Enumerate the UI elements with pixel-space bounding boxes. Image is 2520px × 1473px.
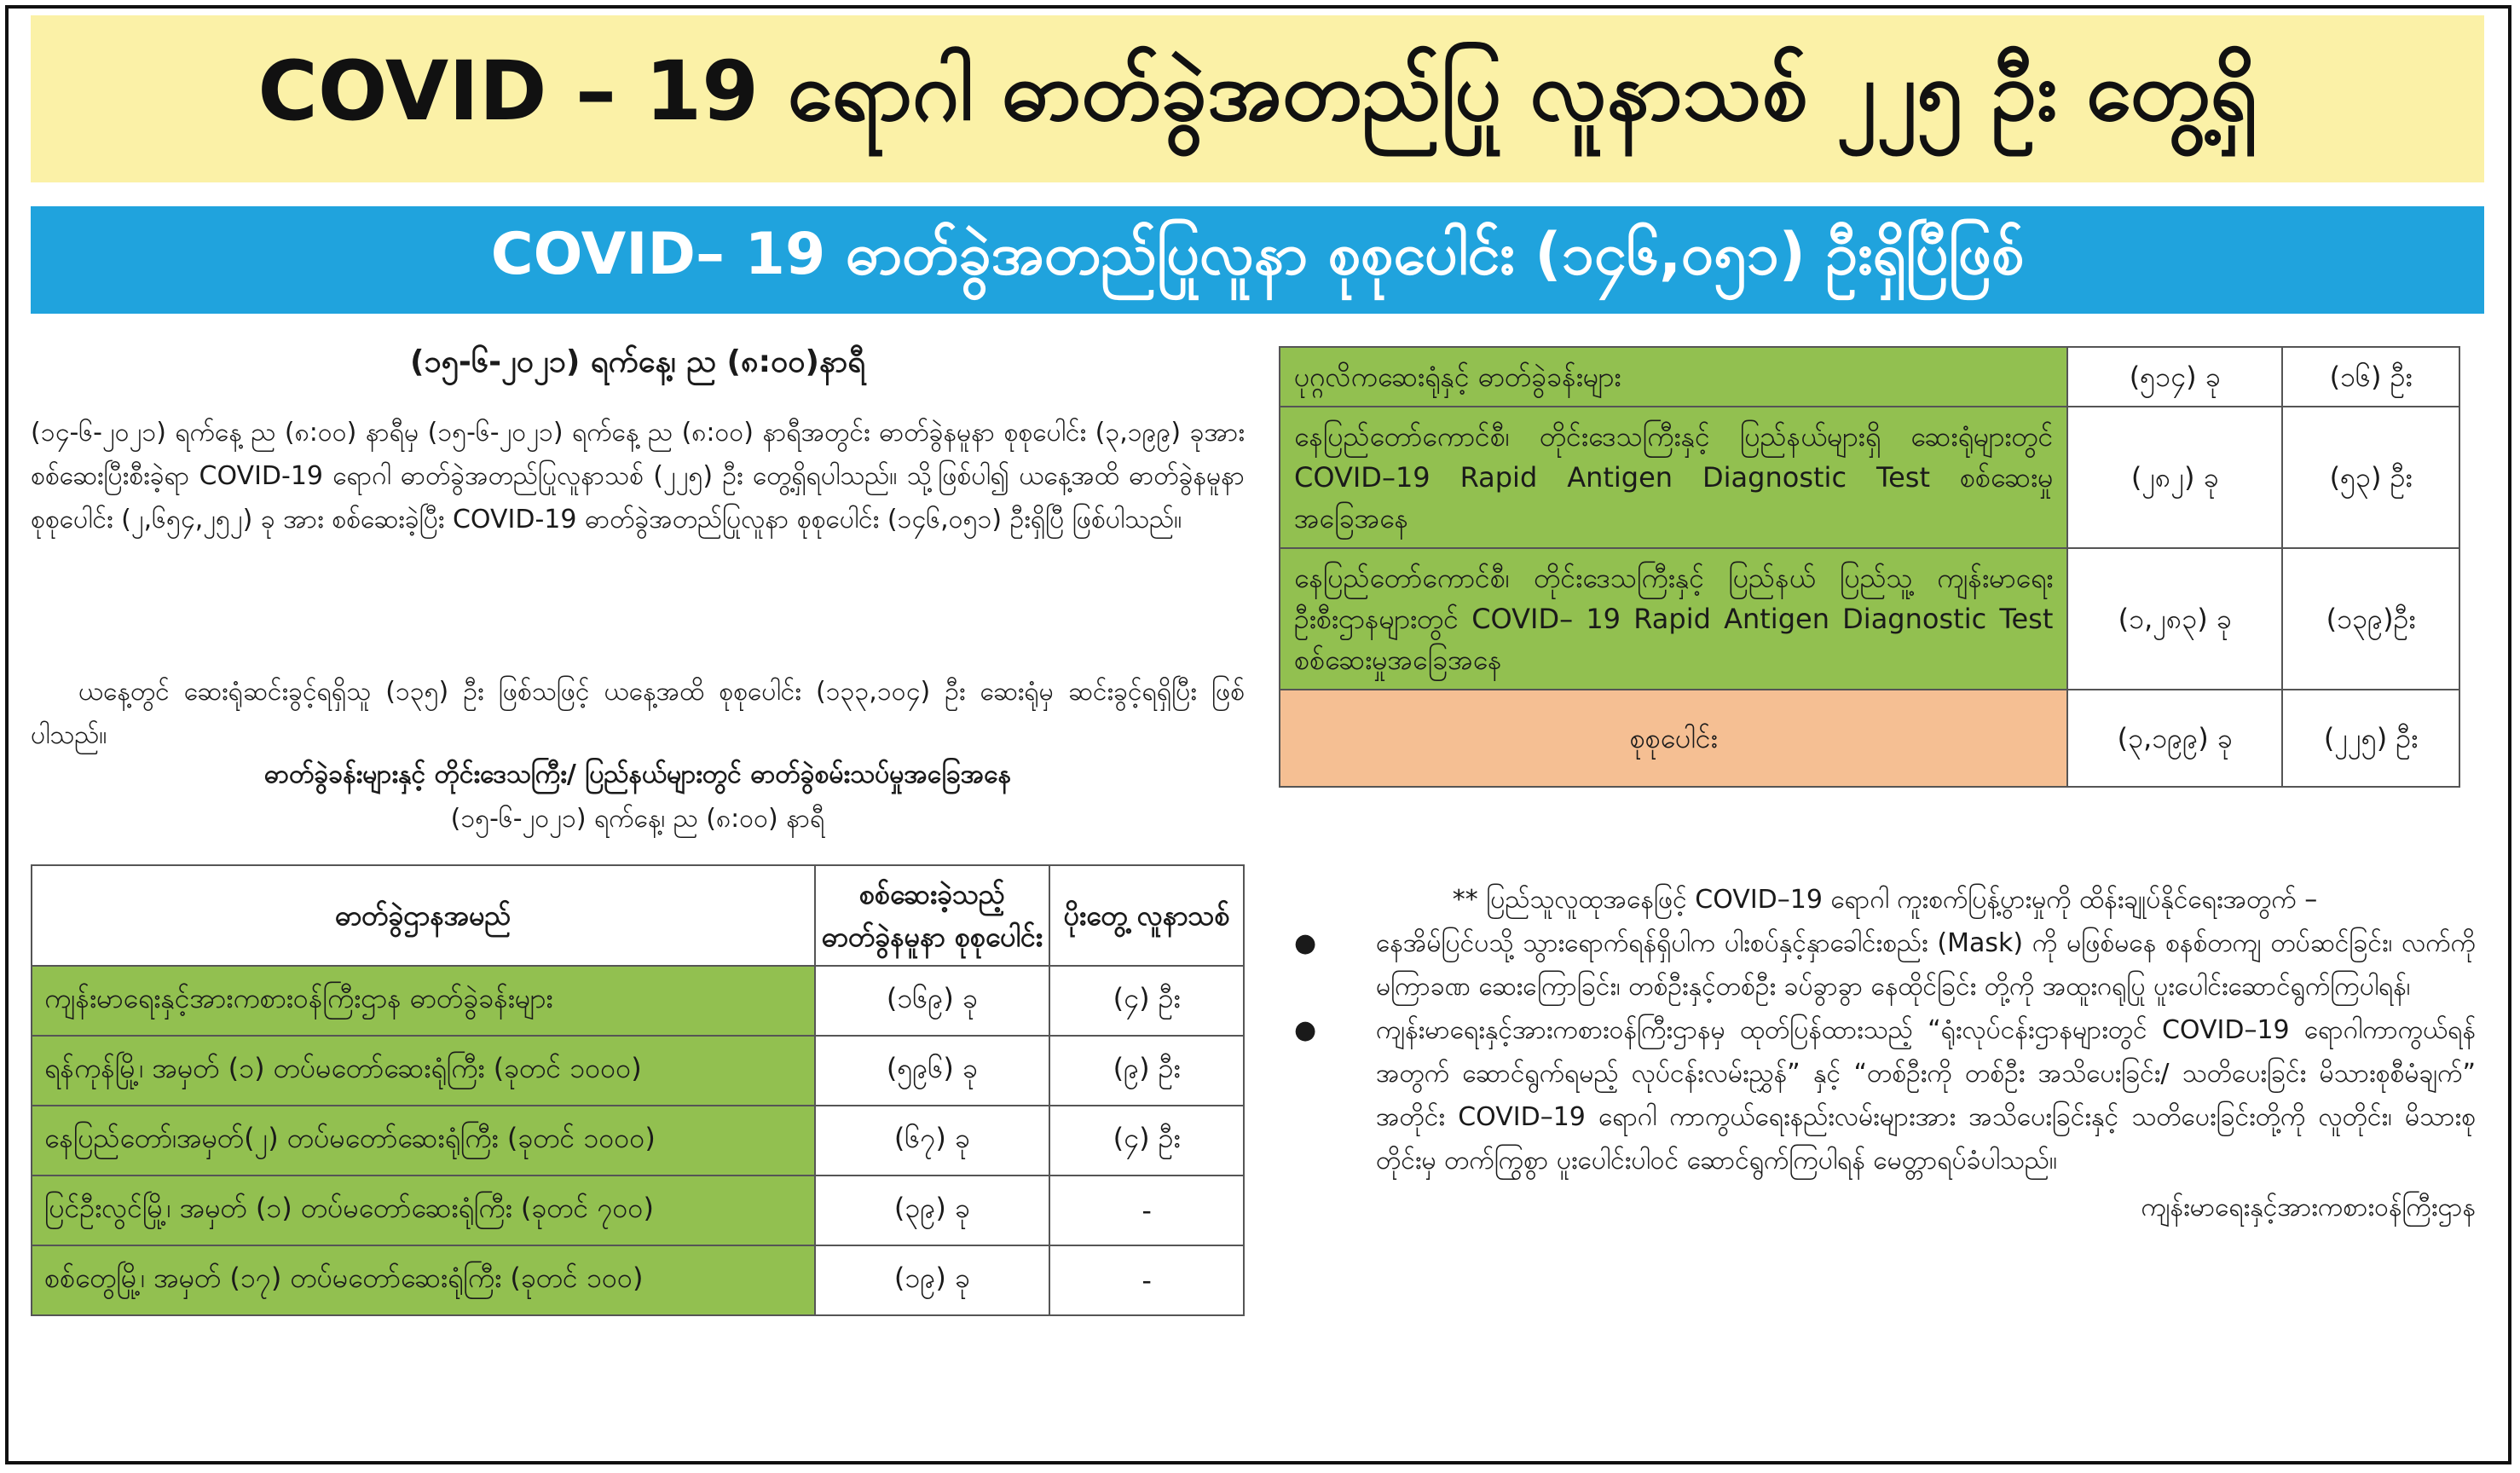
table-row [32, 1106, 1244, 1176]
table-row [1280, 347, 2459, 407]
subtitle-banner [31, 206, 2484, 314]
table-row [32, 966, 1244, 1036]
testing-summary-table [1279, 346, 2460, 788]
samples-cell: (၅၁၄) ခု [2067, 347, 2282, 407]
samples-cell: (၅၉၆) ခု [815, 1036, 1050, 1106]
page-title: COVID – 19 ရောဂါ ဓာတ်ခွဲအတည်ပြု လူနာသစ် ၂၂၅ ဦး တွေ့ရှိ [257, 43, 2257, 139]
lab-results-table [31, 864, 1245, 1316]
cases-cell: - [1049, 1245, 1244, 1315]
list-item [1294, 1008, 2476, 1182]
header-lab-name: ဓာတ်ခွဲဌာနအမည် [32, 865, 815, 966]
lab-name-cell: ပြင်ဦးလွင်မြို့၊ အမှတ် (၁) တပ်မတော်ဆေးရုံကြီး (ခုတင် ၇၀၀) [32, 1176, 815, 1245]
test-category-cell: နေပြည်တော်ကောင်စီ၊ တိုင်းဒေသကြီးနှင့် ပြည်နယ် ပြည်သူ့ ကျန်းမာရေးဦးစီးဌာနများတွင် COVID– 19 Rapid Antigen Diagnostic Test စစ်ဆေးမှုအခြေအနေ [1280, 548, 2067, 690]
note-text: နေအိမ်ပြင်ပသို့ သွားရောက်ရန်ရှိပါက ပါးစပ်နှင့်နှာခေါင်းစည်း (Mask) ကို မဖြစ်မနေ စနစ်တကျ တပ်ဆင်ခြင်း၊ လက်ကို မကြာခဏ ဆေးကြောခြင်း၊ တစ်ဦးနှင့်တစ်ဦး ခပ်ခွာခွာ နေထိုင်ခြင်း တို့ကို အထူးဂရုပြု ပူးပေါင်းဆောင်ရွက်ကြပါရန်၊ [1376, 928, 2476, 1002]
title-banner [31, 15, 2484, 182]
table-row [1280, 548, 2459, 690]
samples-cell: (၁,၂၈၃) ခု [2067, 548, 2282, 690]
cases-cell: (၅၃) ဦး [2282, 407, 2459, 548]
page-subtitle: COVID– 19 ဓာတ်ခွဲအတည်ပြုလူနာ စုစုပေါင်း (၁၄၆,၀၅၁) ဦးရှိပြီဖြစ် [490, 221, 2025, 288]
test-category-cell: နေပြည်တော်ကောင်စီ၊ တိုင်းဒေသကြီးနှင့် ပြည်နယ်များရှိ ဆေးရုံများတွင် COVID–19 Rapid Antigen Diagnostic Test စစ်ဆေးမှုအခြေအနေ [1280, 407, 2067, 548]
total-label-cell: စုစုပေါင်း [1280, 690, 2067, 787]
report-time: (၁၅-၆-၂၀၂၁) ရက်နေ့၊ ည (၈:၀၀)နာရီ [409, 344, 866, 379]
test-category-cell: ပုဂ္ဂလိကဆေးရုံနှင့် ဓာတ်ခွဲခန်းများ [1280, 347, 2067, 407]
lab-name-cell: စစ်တွေမြို့၊ အမှတ် (၁၇) တပ်မတော်ဆေးရုံကြီး (ခုတင် ၁၀၀) [32, 1245, 815, 1315]
samples-cell: (၃၉) ခု [815, 1176, 1050, 1245]
list-item [1294, 921, 2476, 1008]
lab-name-cell: ကျန်းမာရေးနှင့်အားကစားဝန်ကြီးဌာန ဓာတ်ခွဲခန်းများ [32, 966, 815, 1036]
table-row [32, 1176, 1244, 1245]
lab-name-cell: နေပြည်တော်၊အမှတ်(၂) တပ်မတော်ဆေးရုံကြီး (ခုတင် ၁၀၀၀) [32, 1106, 815, 1176]
advisory-notes [1294, 878, 2476, 1229]
summary-paragraph-2: ယနေ့တွင် ဆေးရုံဆင်းခွင့်ရရှိသူ (၁၃၅) ဦး ဖြစ်သဖြင့် ယနေ့အထိ စုစုပေါင်း (၁၃၃,၁၀၄) ဦး ဆေးရုံမှ ဆင်းခွင့်ရရှိပြီး ဖြစ်ပါသည်။ [31, 677, 1245, 750]
samples-cell: (၁၉) ခု [815, 1245, 1050, 1315]
notes-intro: ** ပြည်သူလူထုအနေဖြင့် COVID–19 ရောဂါ ကူးစက်ပြန့်ပွားမှုကို ထိန်းချုပ်နိုင်ရေးအတွက် – [1452, 885, 2318, 915]
table-row [32, 1245, 1244, 1315]
lab-name-cell: ရန်ကုန်မြို့၊ အမှတ် (၁) တပ်မတော်ဆေးရုံကြီး (ခုတင် ၁၀၀၀) [32, 1036, 815, 1106]
lab-section-time: (၁၅-၆-၂၀၂၁) ရက်နေ့၊ ည (၈:၀၀) နာရီ [450, 804, 825, 834]
summary-paragraph-1: (၁၄-၆-၂၀၂၁) ရက်နေ့ ည (၈:၀၀) နာရီမှ (၁၅-၆-၂၀၂၁) ရက်နေ့ ည (၈:၀၀) နာရီအတွင်း ဓာတ်ခွဲနမူနာ စုစုပေါင်း (၃,၁၉၉) ခုအား စစ်ဆေးပြီးစီးခဲ့ရာ COVID-19 ရောဂါ ဓာတ်ခွဲအတည်ပြုလူနာသစ် (၂၂၅) ဦး တွေ့ရှိရပါသည်။ သို့ဖြစ်ပါ၍ ယနေ့အထိ ဓာတ်ခွဲနမူနာ စုစုပေါင်း (၂,၆၅၄,၂၅၂) ခု အား စစ်ဆေးခဲ့ပြီး COVID-19 ဓာတ်ခွဲအတည်ပြုလူနာ စုစုပေါင်း (၁၄၆,၀၅၁) ဦးရှိပြီ ဖြစ်ပါသည်။ [31, 418, 1245, 534]
total-row [1280, 690, 2459, 787]
cases-cell: (၁၃၉)ဦး [2282, 548, 2459, 690]
ministry-signature: ကျန်းမာရေးနှင့်အားကစားဝန်ကြီးဌာန [2141, 1193, 2476, 1222]
samples-cell: (၁၆၉) ခု [815, 966, 1050, 1036]
header-new-cases: ပိုးတွေ့ လူနာသစ် [1049, 865, 1244, 966]
total-samples-cell: (၃,၁၉၉) ခု [2067, 690, 2282, 787]
header-samples-tested: စစ်ဆေးခဲ့သည့် ဓာတ်ခွဲနမူနာ စုစုပေါင်း [815, 865, 1050, 966]
note-text: ကျန်းမာရေးနှင့်အားကစားဝန်ကြီးဌာနမှ ထုတ်ပြန်ထားသည့် “ရုံးလုပ်ငန်းဌာနများတွင် COVID–19 ရောဂါကာကွယ်ရန်အတွက် ဆောင်ရွက်ရမည့် လုပ်ငန်းလမ်းညွှန်” နှင့် “တစ်ဦးကို တစ်ဦး အသိပေးခြင်း/ သတိပေးခြင်း မိသားစုစီမံချက်” အတိုင်း COVID–19 ရောဂါ ကာကွယ်ရေးနည်းလမ်းများအား အသိပေးခြင်းနှင့် သတိပေးခြင်းတို့ကို လူတိုင်း၊ မိသားစုတိုင်းမှ တက်ကြွစွာ ပူးပေါင်းပါဝင် ဆောင်ရွက်ကြပါရန် မေတ္တာရပ်ခံပါသည်။ [1376, 1015, 2476, 1176]
table-row [1280, 407, 2459, 548]
table-row [32, 1036, 1244, 1106]
total-cases-cell: (၂၂၅) ဦး [2282, 690, 2459, 787]
lab-section-heading: ဓာတ်ခွဲခန်းများနှင့် တိုင်းဒေသကြီး/ ပြည်နယ်များတွင် ဓာတ်ခွဲစမ်းသပ်မှုအခြေအနေ [263, 760, 1012, 789]
cases-cell: (၄) ဦး [1049, 1106, 1244, 1176]
cases-cell: (၄) ဦး [1049, 966, 1244, 1036]
cases-cell: (၉) ဦး [1049, 1036, 1244, 1106]
table-header-row [32, 865, 1244, 966]
bullet-icon: ● [1294, 1015, 1317, 1045]
samples-cell: (၆၇) ခု [815, 1106, 1050, 1176]
samples-cell: (၂၈၂) ခု [2067, 407, 2282, 548]
cases-cell: (၁၆) ဦး [2282, 347, 2459, 407]
bullet-icon: ● [1294, 928, 1317, 958]
cases-cell: - [1049, 1176, 1244, 1245]
